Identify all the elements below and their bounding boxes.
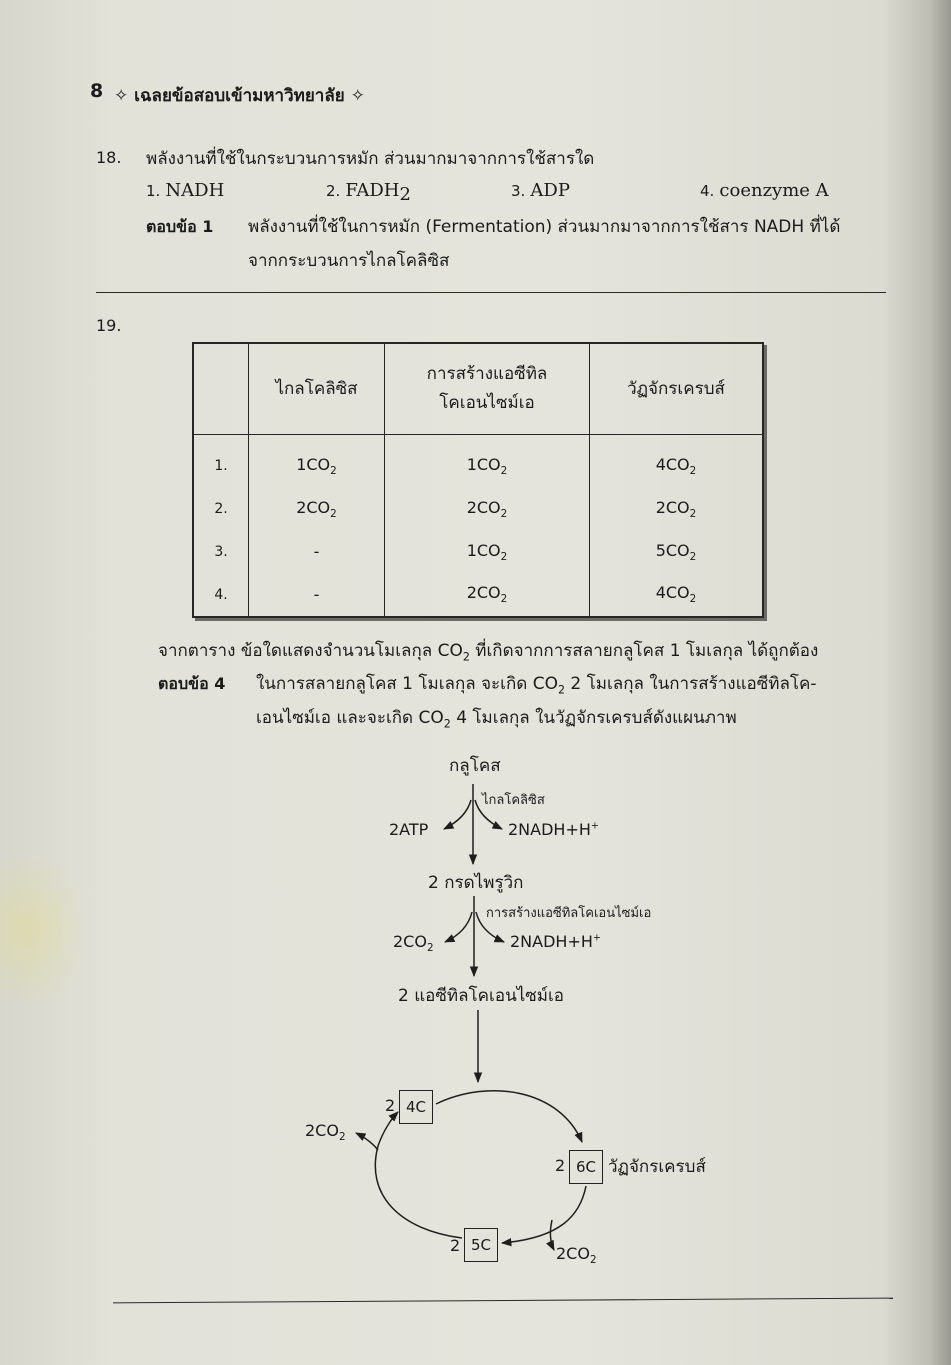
cell-acetyl: $1CO_2$ [385, 530, 590, 573]
diagram-atp: 2ATP [389, 820, 429, 839]
cell-krebs: $4CO_2$ [590, 435, 764, 488]
q18-question: พลังงานที่ใช้ในกระบวนการหมัก ส่วนมากมาจากการใช้สารใด [146, 149, 595, 169]
diagram-acetyl-coa: 2 แอซีทิลโคเอนไซม์เอ [398, 986, 565, 1006]
diagram-nadh-2: 2NADH+H+ [510, 932, 601, 951]
diagram-4c-count: 2 [385, 1096, 396, 1115]
diagram-co2-3: $2CO_2$ [556, 1244, 597, 1267]
arrow-to-co2-1 [445, 912, 472, 942]
diagram-5c-count: 2 [450, 1236, 461, 1255]
diagram-krebs-label: วัฏจักรเครบส์ [608, 1157, 706, 1177]
arrow-to-atp [444, 800, 471, 829]
diagram-6c-count: 2 [555, 1156, 566, 1175]
q19-answer-line2: เอนไซม์เอ และจะเกิด $CO_2$ 4 โมเลกุล ในวัฏจักรเครบส์ดังแผนภาพ [256, 708, 737, 731]
diagram-pyruvate: 2 กรดไพรูวิก [428, 873, 524, 893]
diagram-co2-1: $2CO_2$ [393, 932, 434, 955]
diagram-glycolysis-label: ไกลโคลิซิส [482, 793, 545, 808]
q18-number: 18. [96, 148, 122, 167]
arrow-6c-to-5c [502, 1186, 586, 1243]
diagram-glucose: กลูโคส [449, 756, 501, 776]
cell-krebs: $4CO_2$ [590, 573, 764, 617]
cell-glycolysis: - [249, 530, 385, 573]
row-number: 1. [193, 435, 249, 488]
option-text: NADH [165, 180, 225, 201]
diagram-4c-box: 4C [399, 1090, 433, 1124]
cell-acetyl: $2CO_2$ [385, 488, 590, 531]
option-subscript: 2 [399, 184, 411, 206]
row-number: 3. [193, 530, 249, 573]
page-number: 8 [90, 80, 104, 102]
option-text: FADH [345, 180, 400, 201]
cell-glycolysis: $1CO_2$ [249, 435, 385, 488]
option-number: 3. [511, 182, 526, 200]
arrow-to-co2-2 [356, 1133, 378, 1150]
cell-glycolysis: - [249, 573, 385, 617]
arrow-5c-to-4c-head [378, 1112, 398, 1146]
q18-answer-line1: พลังงานที่ใช้ในการหมัก (Fermentation) ส่วนมากมาจากการใช้สาร NADH ที่ได้ [248, 217, 841, 237]
option-number: 4. [700, 182, 715, 200]
cell-acetyl: $1CO_2$ [385, 435, 590, 488]
q18-answer-label: ตอบข้อ 1 [146, 217, 214, 236]
running-header-title: ✧ เฉลยข้อสอบเข้ามหาวิทยาลัย ✧ [114, 86, 365, 106]
table-header-krebs: วัฏจักรเครบส์ [590, 343, 764, 435]
q19-number: 19. [96, 316, 122, 335]
diagram-acetyl-formation-label: การสร้างแอซีทิลโคเอนไซม์เอ [486, 906, 652, 921]
cell-krebs: $5CO_2$ [590, 530, 764, 573]
diagram-5c-box: 5C [464, 1228, 498, 1262]
cell-glycolysis: $2CO_2$ [249, 488, 385, 531]
q19-question: จากตาราง ข้อใดแสดงจำนวนโมเลกุล $CO_2$ ที่เกิดจากการสลายกลูโคส 1 โมเลกุล ได้ถูกต้อง [158, 641, 819, 664]
diagram-co2-2: $2CO_2$ [305, 1121, 346, 1144]
header-acetyl-line2: โคเอนไซม์เอ [439, 393, 535, 413]
q19-answer-line1: ในการสลายกลูโคส 1 โมเลกุล จะเกิด $CO_2$ 2 โมเลกุล ในการสร้างแอซีทิลโค- [256, 674, 817, 697]
q19-answer-label: ตอบข้อ 4 [158, 674, 226, 693]
option-text: ADP [530, 180, 570, 201]
diagram-6c-box: 6C [569, 1150, 603, 1184]
option-number: 1. [146, 182, 161, 200]
arrow-4c-to-6c [436, 1091, 582, 1142]
arrow-5c-to-4c [375, 1146, 462, 1238]
header-acetyl-line1: การสร้างแอซีทิล [426, 364, 548, 385]
cell-krebs: $2CO_2$ [590, 488, 764, 531]
option-number: 2. [326, 182, 341, 200]
arrow-to-co2-3 [550, 1220, 554, 1250]
cell-acetyl: $2CO_2$ [385, 573, 590, 617]
diagram-nadh-1: 2NADH+H+ [508, 820, 599, 839]
row-number: 2. [193, 488, 249, 531]
q18-answer-line2: จากกระบวนการไกลโคลิซิส [248, 251, 450, 271]
row-number: 4. [193, 573, 249, 617]
table-header-glycolysis: ไกลโคลิซิส [249, 343, 385, 435]
option-text: coenzyme A [719, 180, 829, 201]
